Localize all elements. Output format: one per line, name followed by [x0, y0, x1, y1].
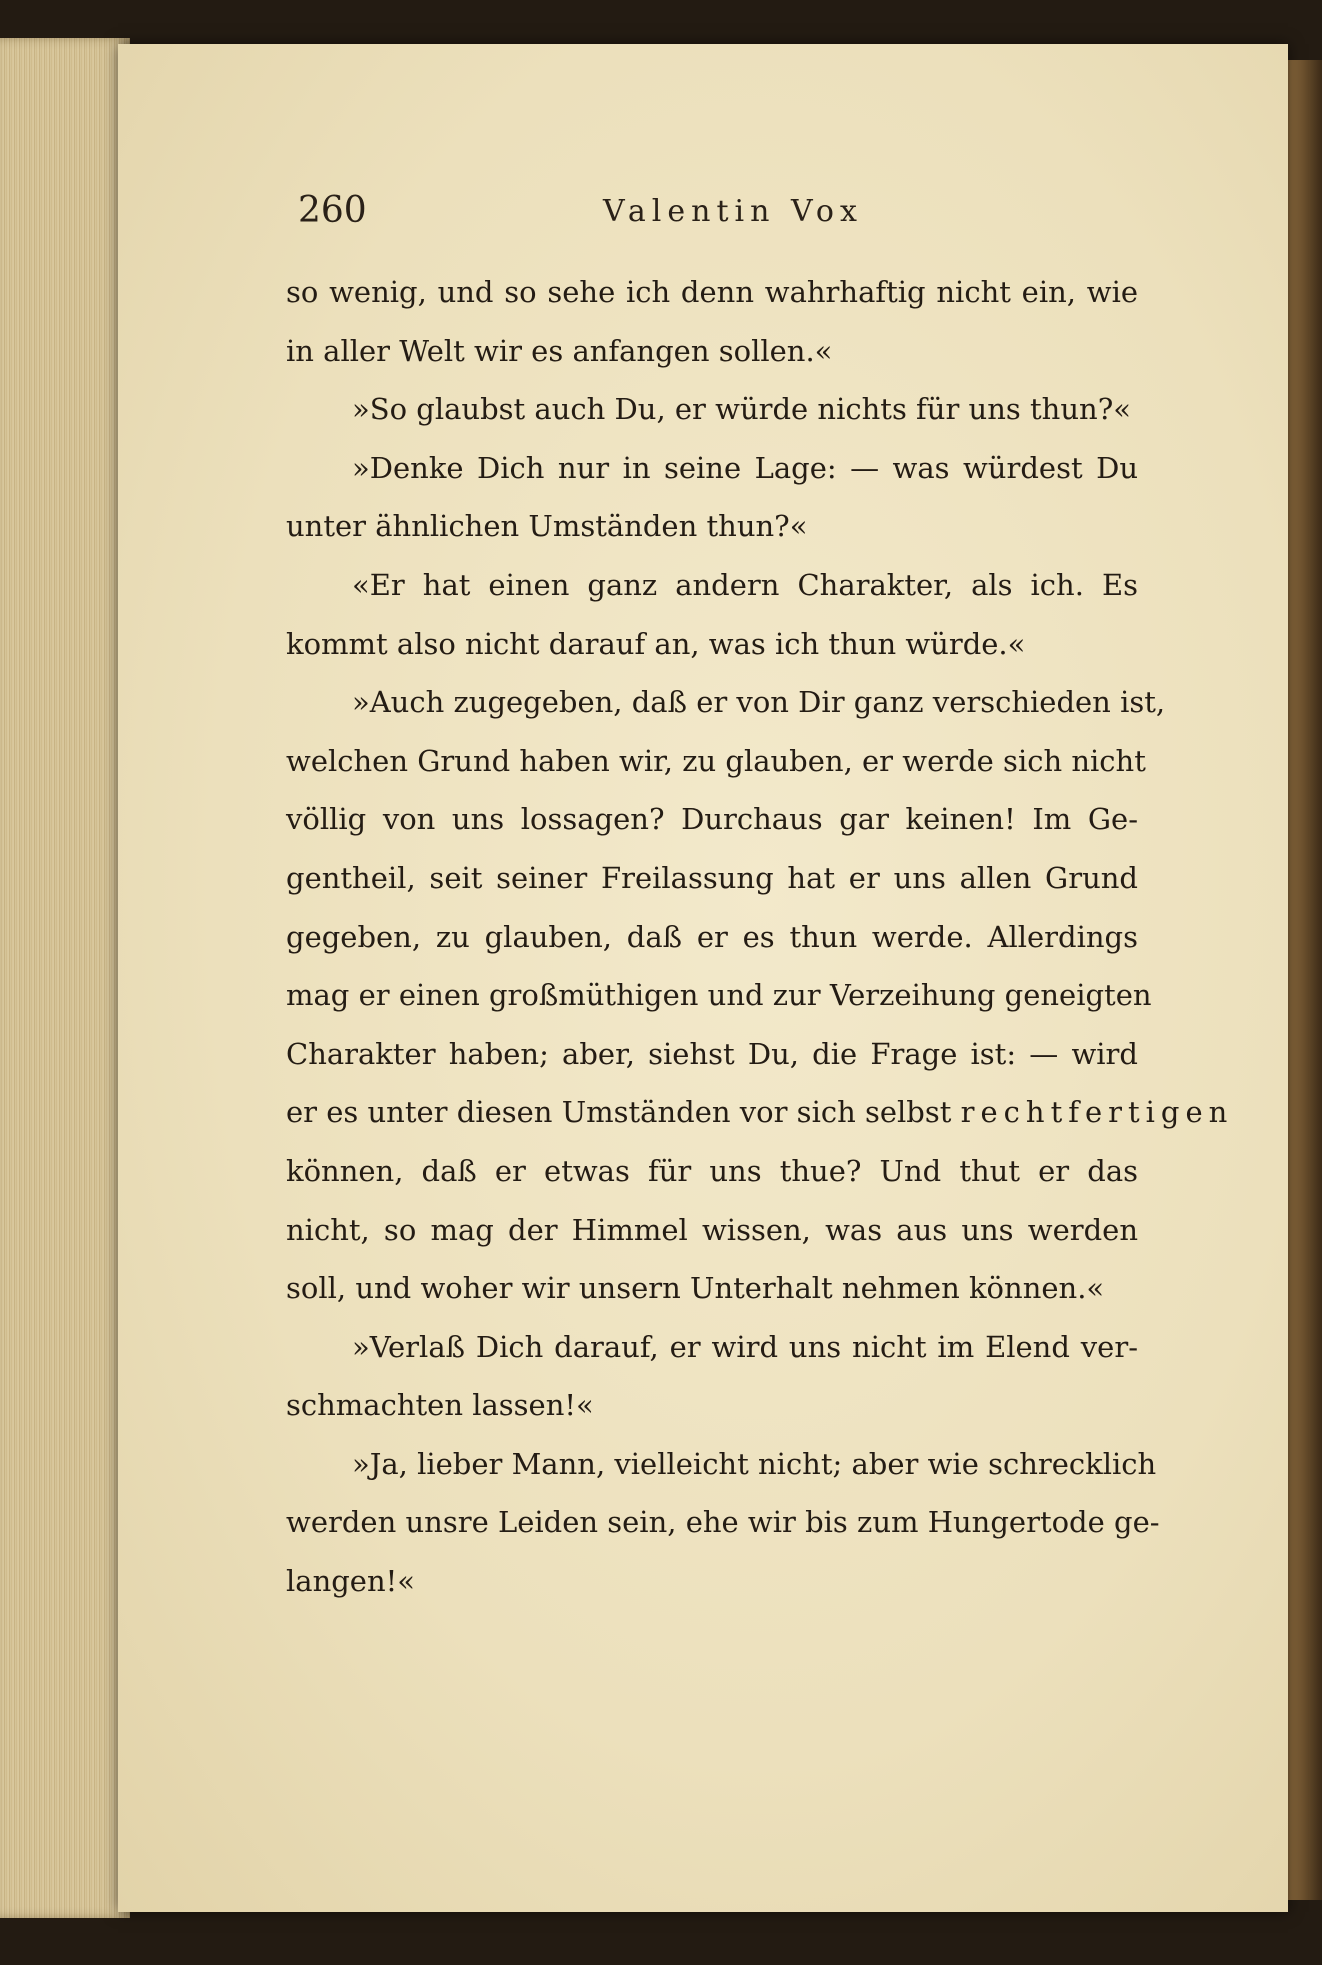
book-page-edges — [0, 38, 130, 1918]
text-line: werden unsre Leiden sein, ehe wir bis zum Hungertode ge- — [286, 1505, 1160, 1540]
page-number: 260 — [298, 190, 367, 231]
text-line: in aller Welt wir es anfangen sollen.« — [286, 333, 833, 368]
text-line: kommt also nicht darauf an, was ich thun würde.« — [286, 626, 1026, 661]
page-header — [298, 190, 1148, 250]
text-line: unter ähnlichen Umständen thun?« — [286, 509, 808, 544]
text-line: langen!« — [286, 1564, 416, 1599]
text-line: »Denke Dich nur in seine Lage: — was würdest Du — [352, 450, 1138, 485]
text-line: »Verlaß Dich darauf, er wird uns nicht im Elend ver- — [352, 1329, 1138, 1364]
text-segment: er es unter diesen Umständen vor sich selbst — [286, 1095, 952, 1130]
text-line: so wenig, und so sehe ich denn wahrhaftig nicht ein, wie — [286, 275, 1138, 309]
text-line: soll, und woher wir unsern Unterhalt nehmen können.« — [286, 1271, 1105, 1306]
text-line: «Er hat einen ganz andern Charakter, als ich. Es — [352, 567, 1138, 602]
text-line: völlig von uns lossagen? Durchaus gar keinen! Im Ge- — [286, 802, 1138, 837]
text-line: nicht, so mag der Himmel wissen, was aus uns werden — [286, 1212, 1138, 1247]
text-line: »So glaubst auch Du, er würde nichts für uns thun?« — [352, 392, 1131, 427]
running-title: Valentin Vox — [603, 194, 863, 229]
body-text — [286, 263, 1234, 1611]
text-line — [286, 1083, 1234, 1142]
emphasized-word: rechtfertigen — [960, 1095, 1234, 1130]
text-line: gentheil, seit seiner Freilassung hat er uns allen Grund — [286, 860, 1138, 895]
text-line: können, daß er etwas für uns thue? Und thut er das — [286, 1153, 1138, 1188]
text-line: schmachten lassen!« — [286, 1388, 594, 1423]
text-line: welchen Grund haben wir, zu glauben, er werde sich nicht — [286, 743, 1146, 778]
text-line: gegeben, zu glauben, daß er es thun werde. Allerdings — [286, 919, 1138, 954]
text-line: Charakter haben; aber, siehst Du, die Frage ist: — wird — [286, 1036, 1138, 1071]
text-line: »Auch zugegeben, daß er von Dir ganz verschieden ist, — [352, 685, 1166, 720]
text-line: mag er einen großmüthigen und zur Verzeihung geneigten — [286, 978, 1152, 1013]
text-line: »Ja, lieber Mann, vielleicht nicht; aber wie schrecklich — [352, 1446, 1157, 1481]
